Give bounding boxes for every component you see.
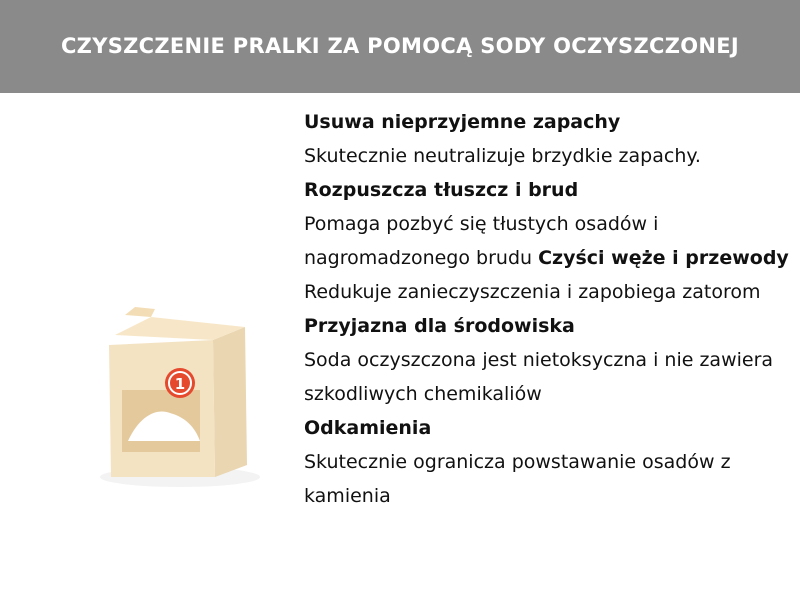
benefit-title: Przyjazna dla środowiska [304, 315, 575, 337]
bag-side [213, 327, 247, 477]
benefit-title: Rozpuszcza tłuszcz i brud [304, 179, 579, 201]
benefit-description: Pomaga pozbyć się tłustych osadów i nagromadzonego brudu [304, 213, 659, 269]
benefit-title: Usuwa nieprzyjemne zapachy [304, 111, 621, 133]
benefit-item [304, 275, 794, 309]
benefit-item [304, 411, 794, 513]
benefit-description: Soda oczyszczona jest nietoksyczna i nie zawiera szkodliwych chemikaliów [304, 349, 774, 405]
benefit-title: Czyści węże i przewody [538, 247, 789, 269]
benefit-description: Skutecznie neutralizuje brzydkie zapachy. [304, 145, 701, 167]
benefit-item [304, 309, 794, 411]
page-title: CZYSZCZENIE PRALKI ZA POMOCĄ SODY OCZYSZCZONEJ [60, 33, 740, 58]
benefit-item [304, 105, 794, 173]
benefits-list [304, 105, 794, 513]
number-badge [165, 368, 195, 398]
svg-text:1: 1 [174, 375, 186, 393]
benefit-item [304, 173, 794, 275]
benefit-description: Skutecznie ogranicza powstawanie osadów z kamienia [304, 451, 731, 507]
benefit-title: Odkamienia [304, 417, 432, 439]
header-banner [0, 0, 800, 93]
benefit-description: Redukuje zanieczyszczenia i zapobiega zatorom [304, 281, 761, 303]
baking-soda-bag-icon [95, 305, 275, 505]
